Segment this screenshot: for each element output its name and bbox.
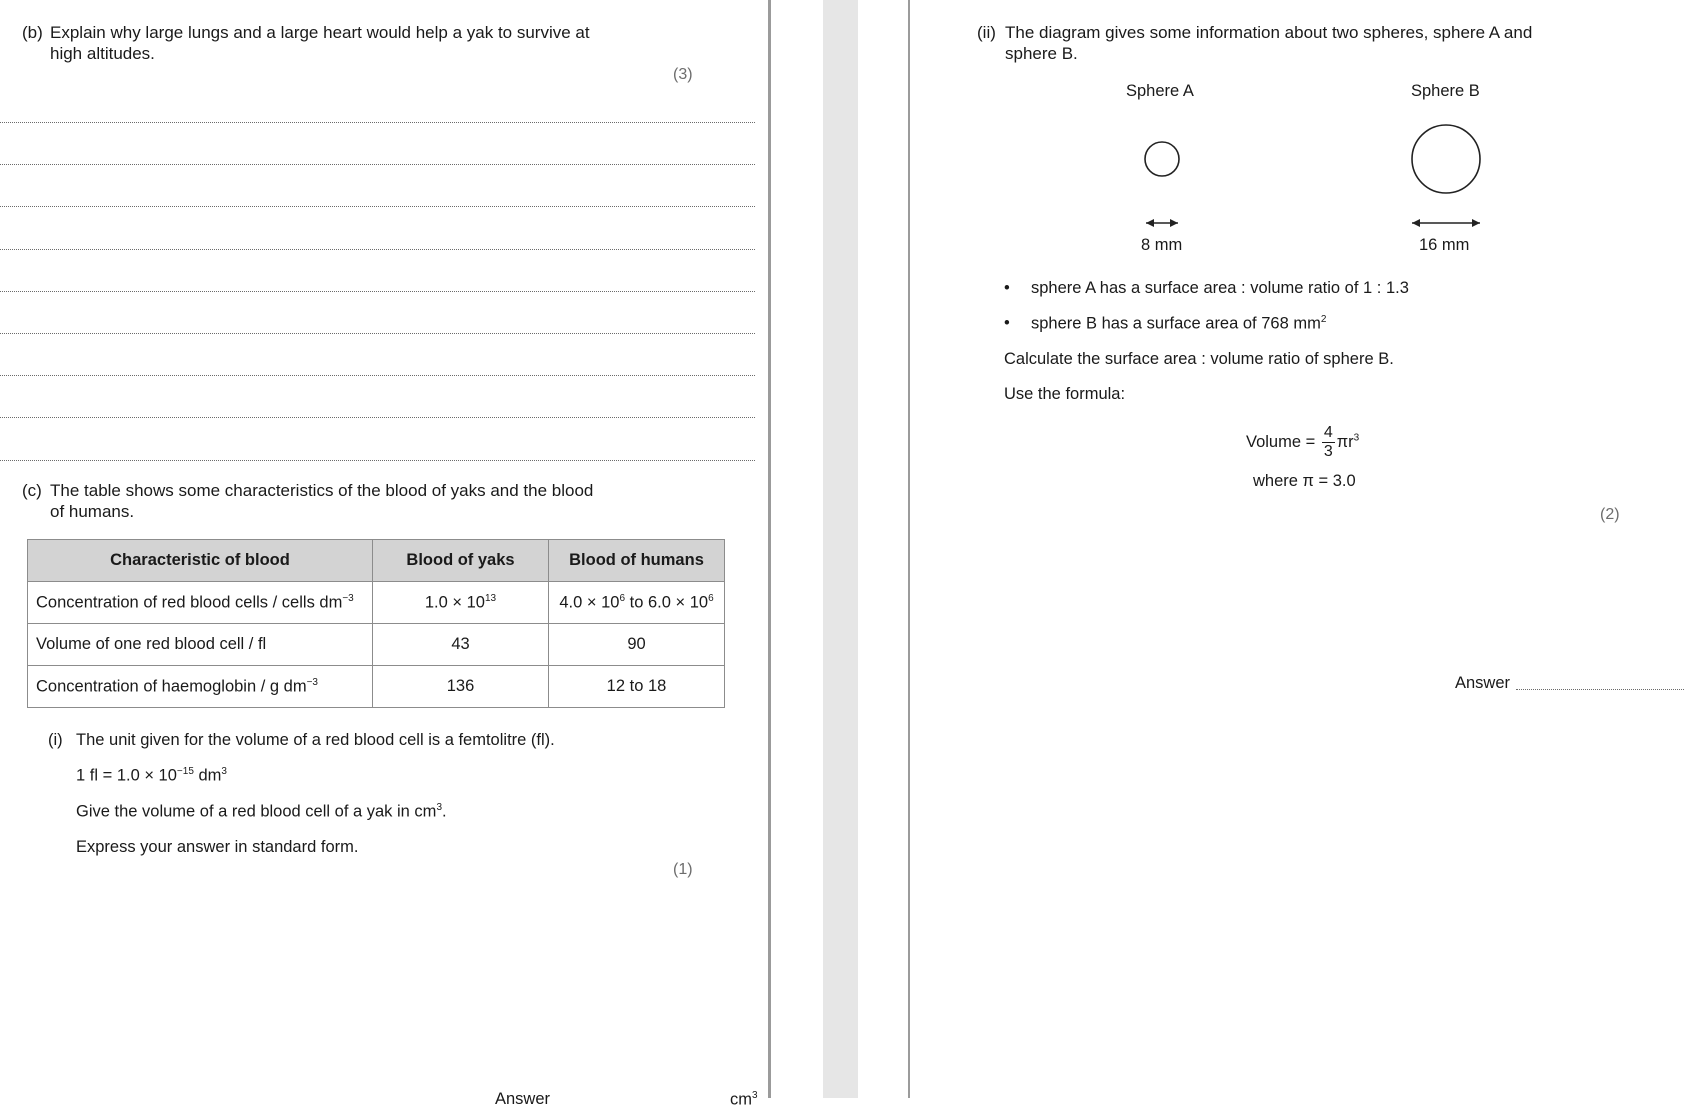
row3-characteristic: Concentration of haemoglobin / g $dm^{-3}$	[28, 666, 373, 708]
sphere-b-diameter: 16 mm	[1419, 236, 1470, 254]
sphere-a-dimension-arrow-icon	[1146, 219, 1178, 227]
volume-formula: Volume = $\frac{4}{3}$ $\pi r^3$	[1246, 424, 1360, 460]
answer-line-2[interactable]	[0, 164, 755, 165]
question-c-i-instruction-2: Express your answer in standard form.	[76, 838, 359, 856]
sphere-b-icon	[1412, 125, 1480, 193]
question-c-ii-marks: (2)	[1600, 506, 1620, 523]
row2-human-value: 90	[549, 624, 725, 666]
header-humans: Blood of humans	[549, 540, 725, 582]
formula-instruction: Use the formula:	[1004, 385, 1126, 403]
bullet-icon: •	[1004, 314, 1010, 332]
row3-yak-value: 136	[373, 666, 549, 708]
right-page: (ii) The diagram gives some information about two spheres, sphere A and sphere B. Sphere A Sphere B 8 mm 16 mm • sphere A has a surface area : volume ratio of 1 : 1.3 • sphere B has a surface area of 768 $mm^2$ Calculate the surface area : volume ratio of sphere B. Use the formula: Volume = $\frac{4}{3}$ $\pi r^3$ where π = 3.0 (2) Answer	[910, 0, 1684, 1098]
row1-yak-value: $1.0 \times 10^{13}$	[373, 582, 549, 624]
answer-unit-c-i: $cm^3$	[730, 1090, 758, 1109]
answer-label-c-ii: Answer	[1455, 674, 1511, 692]
fraction: $\frac{4}{3}$	[1323, 424, 1333, 460]
question-c-i-text: The unit given for the volume of a red blood cell is a femtolitre (fl).	[76, 731, 555, 749]
question-c-label: (c)	[22, 481, 42, 500]
spheres-diagram	[910, 100, 1684, 240]
calculation-instruction: Calculate the surface area : volume ratio of sphere B.	[1004, 350, 1394, 368]
bullet-icon: •	[1004, 279, 1010, 297]
blood-characteristics-table	[27, 539, 725, 708]
sphere-a-icon	[1145, 142, 1179, 176]
answer-line-c-ii[interactable]	[1516, 689, 1684, 690]
header-yaks: Blood of yaks	[373, 540, 549, 582]
answer-label-c-i: Answer	[495, 1090, 551, 1108]
row1-human-value: $4.0 \times 10^6$ to $6.0 \times 10^6$	[549, 582, 725, 624]
answer-line-3[interactable]	[0, 206, 755, 207]
left-page	[0, 0, 768, 1109]
question-c-i-marks: (1)	[673, 861, 693, 878]
table-row	[28, 666, 725, 708]
sphere-b-label: Sphere B	[1411, 82, 1480, 100]
row1-characteristic: Concentration of red blood cells / cells $dm^{-3}$	[28, 582, 373, 624]
answer-line-1[interactable]	[0, 122, 755, 123]
row2-yak-value: 43	[373, 624, 549, 666]
sphere-a-diameter: 8 mm	[1141, 236, 1183, 254]
unit-conversion: 1 fl = $1.0 \times 10^{-15}$ $dm^3$	[76, 766, 227, 785]
pi-value: where π = 3.0	[1253, 472, 1356, 490]
header-characteristic: Characteristic of blood	[28, 540, 373, 582]
answer-line-9[interactable]	[0, 460, 755, 461]
table-row	[28, 624, 725, 666]
sphere-a-label: Sphere A	[1126, 82, 1194, 100]
answer-line-4[interactable]	[0, 249, 755, 250]
question-b-marks: (3)	[673, 66, 693, 83]
table-header-row	[28, 540, 725, 582]
answer-line-7[interactable]	[0, 375, 755, 376]
left-page-edge	[768, 0, 771, 1098]
answer-line-5[interactable]	[0, 291, 755, 292]
question-b-text: Explain why large lungs and a large heart would help a yak to survive at high altitudes.	[50, 23, 590, 63]
sphere-b-dimension-arrow-icon	[1412, 219, 1480, 227]
gutter-shadow	[823, 0, 858, 1098]
row2-characteristic: Volume of one red blood cell / fl	[28, 624, 373, 666]
row3-human-value: 12 to 18	[549, 666, 725, 708]
question-c-text: The table shows some characteristics of the blood of yaks and the blood of humans.	[50, 481, 594, 521]
question-b-label: (b)	[22, 23, 43, 42]
question-c-ii-label: (ii)	[977, 23, 996, 42]
answer-line-6[interactable]	[0, 333, 755, 334]
answer-line-8[interactable]	[0, 417, 755, 418]
question-c-ii-text: The diagram gives some information about two spheres, sphere A and sphere B.	[1005, 23, 1533, 63]
table-row	[28, 582, 725, 624]
question-c-i-instruction: Give the volume of a red blood cell of a yak in $cm^3$.	[76, 802, 447, 821]
question-c-i-label: (i)	[48, 731, 63, 749]
